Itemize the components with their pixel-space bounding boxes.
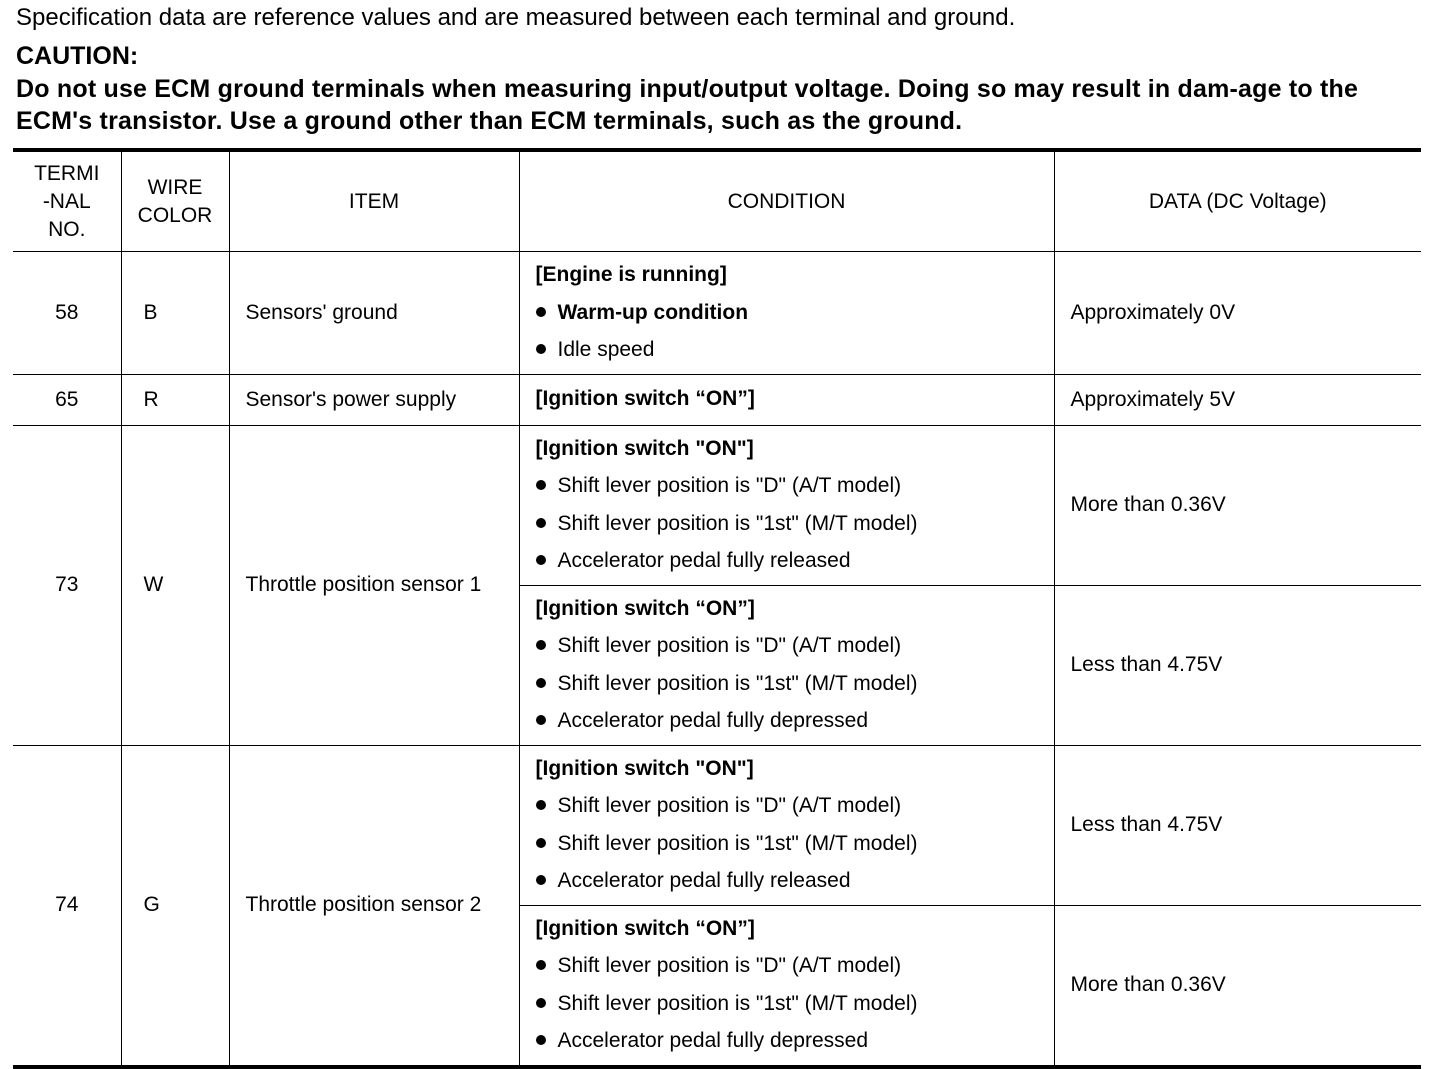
item-name: Throttle position sensor 2 [229,745,519,1067]
terminal-number: 65 [13,374,121,425]
data-voltage: Less than 4.75V [1054,745,1421,905]
terminal-number: 58 [13,252,121,375]
bullet-dot-icon [536,998,546,1008]
condition-bullet-item [536,467,1054,505]
condition-cell [519,905,1054,1067]
data-voltage: Less than 4.75V [1054,585,1421,745]
bullet-dot-icon [536,960,546,970]
condition-text: Idle speed [557,338,655,361]
intro-text: Specification data are reference values and are measured between each terminal and ground. [16,4,1016,31]
condition-bullet-item [536,985,1054,1023]
condition-cell [519,252,1054,375]
caution-text: Do not use ECM ground terminals when measuring input/output voltage. Doing so may result in dam-age to the ECM's transistor. Use a ground other than ECM terminals, such as the ground. [16,75,1359,135]
data-voltage: More than 0.36V [1054,905,1421,1067]
condition-cell [519,585,1054,745]
condition-heading: [Ignition switch “ON”] [535,387,755,411]
header-data: DATA (DC Voltage) [1054,150,1421,252]
item-name: Throttle position sensor 1 [229,425,519,745]
condition-text: Warm-up condition [557,300,749,324]
bullet-dot-icon [536,715,546,725]
condition-text: Shift lever position is "D" (A/T model) [557,474,902,497]
condition-heading: [Ignition switch “ON”] [535,596,755,620]
condition-heading: [Engine is running] [535,263,727,286]
wire-color: G [121,745,229,1067]
condition-bullet-item [536,702,1054,740]
header-condition: CONDITION [519,150,1054,252]
bullet-dot-icon [536,307,546,317]
caution-title: CAUTION: [16,42,139,70]
condition-text: Accelerator pedal fully depressed [557,1029,869,1052]
terminal-number: 73 [13,425,121,745]
condition-text: Accelerator pedal fully released [557,869,851,892]
bullet-dot-icon [536,518,546,528]
bullet-dot-icon [536,555,546,565]
bullet-dot-icon [536,875,546,885]
condition-text: Accelerator pedal fully released [557,549,851,572]
condition-heading: [Ignition switch "ON"] [535,756,754,780]
wire-color: R [121,374,229,425]
condition-text: Shift lever position is "D" (A/T model) [557,794,902,817]
condition-text: Shift lever position is "1st" (M/T model) [557,831,918,855]
table-row [13,425,1421,585]
condition-heading: [Ignition switch "ON"] [535,436,754,460]
header-row [13,150,1421,252]
condition-bullet-item [536,294,1054,332]
condition-heading: [Ignition switch “ON”] [535,916,755,940]
bullet-dot-icon [536,838,546,848]
table-row [13,374,1421,425]
bullet-dot-icon [536,678,546,688]
condition-bullet-item [536,505,1054,543]
bullet-dot-icon [536,480,546,490]
condition-text: Shift lever position is "1st" (M/T model) [557,511,918,535]
wire-color: W [121,425,229,745]
condition-text: Shift lever position is "D" (A/T model) [557,954,902,977]
condition-bullet-item [536,862,1054,900]
header-item: ITEM [229,150,519,252]
data-voltage: Approximately 0V [1054,252,1421,375]
condition-bullet-item [536,787,1054,825]
condition-text: Shift lever position is "D" (A/T model) [557,634,902,657]
wire-color: B [121,252,229,375]
condition-text: Shift lever position is "1st" (M/T model) [557,671,918,695]
condition-bullet-item [536,665,1054,703]
header-wire-color: WIRE COLOR [121,150,229,252]
header-terminal: TERMI-NAL NO. [13,150,121,252]
condition-cell [519,374,1054,425]
condition-bullet-item [536,825,1054,863]
condition-bullet-item [536,947,1054,985]
spec-table [13,148,1421,1069]
bullet-dot-icon [536,1035,546,1045]
condition-text: Accelerator pedal fully depressed [557,709,869,732]
condition-bullet-item [536,1022,1054,1060]
condition-cell [519,425,1054,585]
item-name: Sensor's power supply [229,374,519,425]
bullet-dot-icon [536,800,546,810]
condition-cell [519,745,1054,905]
bullet-dot-icon [536,640,546,650]
data-voltage: More than 0.36V [1054,425,1421,585]
condition-text: Shift lever position is "1st" (M/T model) [557,991,918,1015]
table-row [13,745,1421,905]
bullet-dot-icon [536,344,546,354]
terminal-number: 74 [13,745,121,1067]
condition-bullet-item [536,331,1054,369]
condition-bullet-item [536,627,1054,665]
data-voltage: Approximately 5V [1054,374,1421,425]
table-row [13,252,1421,375]
item-name: Sensors' ground [229,252,519,375]
condition-bullet-item [536,542,1054,580]
